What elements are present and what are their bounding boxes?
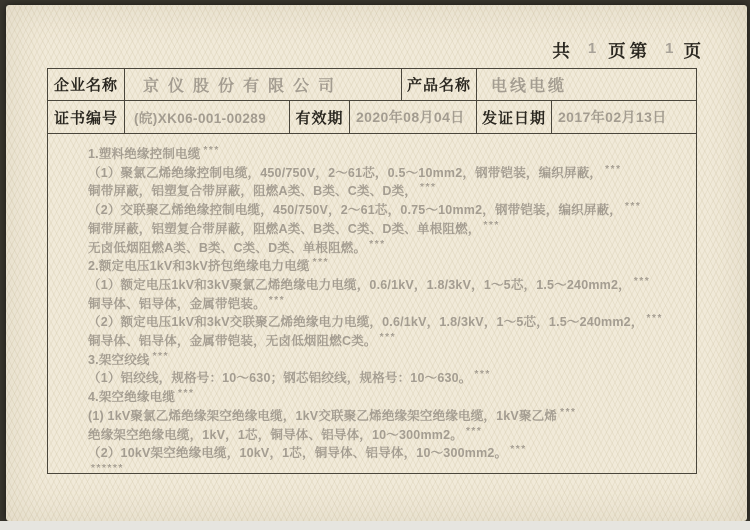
- issue-date-value: 2017年02月13日: [551, 101, 696, 133]
- page-counter: [552, 38, 701, 63]
- padding-asterisks: ***: [474, 369, 491, 381]
- padding-asterisks: ***: [420, 182, 437, 194]
- padding-asterisks: ***: [560, 406, 577, 418]
- certificate-number-value: (皖)XK06-001-00289: [124, 101, 289, 133]
- enterprise-name-label: 企业名称: [53, 78, 118, 94]
- scope-line: 铜带屏蔽，铝塑复合带屏蔽，阻燃A类、B类、C类、D类， ***: [88, 183, 690, 202]
- scope-line: 4.架空绝缘电缆 ***: [88, 389, 690, 408]
- scope-line: 铜导体、铝导体，金属带铠装，无卤低烟阻燃C类。 ***: [88, 333, 690, 352]
- validity-value: 2020年08月04日: [349, 101, 476, 133]
- padding-asterisks: ***: [465, 425, 483, 437]
- scope-line: 绝缘架空绝缘电缆，1kV，1芯，铜导体、铝导体，10～300mm2。 ***: [88, 427, 690, 446]
- page-counter-total-prefix: 共: [552, 41, 570, 61]
- scope-line: （1）额定电压1kV和3kV聚氯乙烯绝缘电力电缆，0.6/1kV，1.8/3kV，1～5芯，1.5～240mm2， ***: [88, 277, 690, 296]
- issue-date-label: 发证日期: [476, 101, 551, 133]
- page-counter-page-suffix: 页: [683, 41, 701, 61]
- scope-line: 3.架空绞线 ***: [88, 352, 690, 371]
- validity-label: 有效期: [289, 101, 349, 133]
- license-scope-list: [48, 134, 696, 473]
- form-row-certificate: [48, 101, 696, 134]
- scope-line: （2）额定电压1kV和3kV交联聚乙烯绝缘电力电缆，0.6/1kV，1.8/3kV，1～5芯，1.5～240mm2， ***: [88, 314, 690, 333]
- padding-asterisks: ***: [178, 388, 195, 400]
- form-row-enterprise: [48, 69, 696, 101]
- padding-asterisks: ***: [624, 201, 642, 213]
- photo-bottom-edge: [0, 521, 750, 530]
- product-name-label: 产品名称: [401, 69, 476, 100]
- scope-line: （2）10kV架空绝缘电缆，10kV，1芯，铜导体、铝导体，10～300mm2。 ***: [88, 445, 690, 464]
- padding-asterisks: ***: [312, 257, 330, 269]
- padding-asterisks: ***: [369, 238, 386, 250]
- page-counter-page-value: 1: [665, 40, 674, 57]
- padding-asterisks: ***: [379, 332, 397, 344]
- enterprise-name-value: 京仪股份有限公司: [124, 69, 401, 100]
- scope-line: [88, 464, 690, 473]
- scope-line: （2）交联聚乙烯绝缘控制电缆，450/750V，2～61芯，0.75～10mm2，钢带铠装，编织屏蔽， ***: [88, 202, 690, 221]
- page-counter-page-prefix: 第: [629, 41, 648, 61]
- scope-line: (1) 1kV聚氯乙烯绝缘架空绝缘电缆，1kV交联聚乙烯绝缘架空绝缘电缆，1kV聚乙烯 ***: [88, 408, 690, 427]
- padding-asterisks: ***: [646, 313, 664, 325]
- scope-line: （1）铝绞线，规格号：10～630；钢芯铝绞线，规格号：10～630。 ***: [88, 370, 690, 389]
- padding-asterisks: ***: [152, 350, 170, 362]
- scope-line: 1.塑料绝缘控制电缆 ***: [88, 146, 690, 165]
- page-counter-total-value: 1: [587, 40, 597, 57]
- product-name-value: 电线电缆: [476, 69, 696, 100]
- padding-asterisks: ***: [203, 145, 220, 156]
- padding-asterisks: ***: [633, 275, 651, 287]
- padding-asterisks: ***: [605, 163, 622, 175]
- padding-asterisks: ***: [268, 294, 286, 306]
- scope-line: （1）聚氯乙烯绝缘控制电缆，450/750V，2～61芯，0.5～10mm2，钢带铠装，编织屏蔽， ***: [88, 165, 690, 184]
- padding-asterisks: ******: [91, 462, 124, 473]
- certificate-paper: [6, 5, 747, 521]
- certificate-form: [47, 68, 697, 474]
- certificate-number-label: 证书编号: [53, 110, 118, 127]
- padding-asterisks: ***: [483, 219, 500, 231]
- scope-line: 铜导体、铝导体，金属带铠装。 ***: [88, 296, 690, 315]
- scope-line: 2.额定电压1kV和3kV挤包绝缘电力电缆 ***: [88, 258, 690, 277]
- page-counter-pages-label: 页: [608, 41, 626, 61]
- scope-line: 无卤低烟阻燃A类、B类、C类、D类、单根阻燃。 ***: [88, 240, 690, 259]
- padding-asterisks: ***: [510, 444, 527, 456]
- scope-line: 铜带屏蔽，铝塑复合带屏蔽，阻燃A类、B类、C类、D类、单根阻燃， ***: [88, 221, 690, 240]
